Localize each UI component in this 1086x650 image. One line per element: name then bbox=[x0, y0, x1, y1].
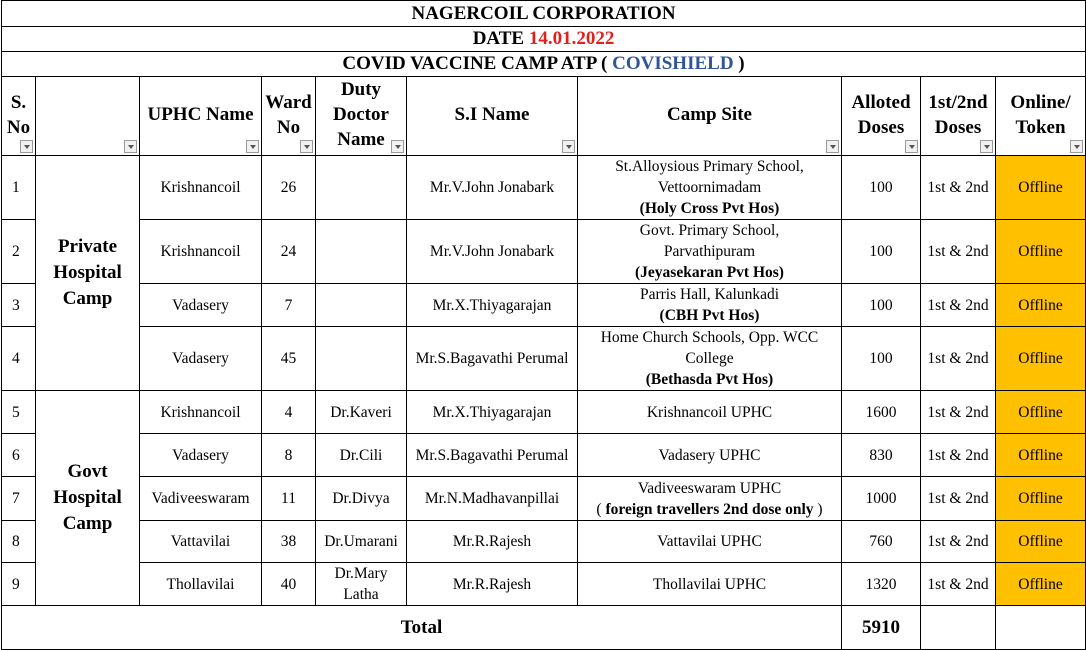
ward-cell: 24 bbox=[262, 220, 316, 284]
total-empty-cell bbox=[921, 606, 996, 650]
sno-cell: 9 bbox=[2, 563, 36, 606]
mode-cell: Offline bbox=[996, 477, 1086, 521]
corporation-title: NAGERCOIL CORPORATION bbox=[2, 1, 1086, 27]
header-mode: Online/ Token bbox=[996, 77, 1086, 156]
site-cell: Vadasery UPHC bbox=[578, 434, 842, 477]
header-si: S.I Name bbox=[407, 77, 578, 156]
uphc-cell: Krishnancoil bbox=[140, 156, 262, 220]
filter-dropdown-icon[interactable] bbox=[905, 140, 918, 153]
mode-cell: Offline bbox=[996, 284, 1086, 327]
dose-type-cell: 1st & 2nd bbox=[921, 156, 996, 220]
group-govt: Govt Hospital Camp bbox=[36, 391, 140, 606]
group-private: Private Hospital Camp bbox=[36, 156, 140, 391]
mode-cell: Offline bbox=[996, 391, 1086, 434]
sno-cell: 4 bbox=[2, 327, 36, 391]
dose-type-cell: 1st & 2nd bbox=[921, 521, 996, 563]
table-row bbox=[2, 156, 1086, 220]
doctor-cell: Dr.Kaveri bbox=[316, 391, 407, 434]
total-label: Total bbox=[2, 606, 842, 650]
ward-cell: 7 bbox=[262, 284, 316, 327]
ward-cell: 38 bbox=[262, 521, 316, 563]
ward-cell: 26 bbox=[262, 156, 316, 220]
uphc-cell: Krishnancoil bbox=[140, 220, 262, 284]
header-uphc: UPHC Name bbox=[140, 77, 262, 156]
site-line: College bbox=[685, 350, 734, 367]
filter-dropdown-icon[interactable] bbox=[980, 140, 993, 153]
dose-type-cell: 1st & 2nd bbox=[921, 391, 996, 434]
site-hospital: (CBH Pvt Hos) bbox=[659, 307, 760, 324]
table-row bbox=[2, 284, 1086, 327]
doctor-cell bbox=[316, 327, 407, 391]
camp-title bbox=[2, 52, 1086, 77]
uphc-cell: Vadasery bbox=[140, 434, 262, 477]
si-cell: Mr.X.Thiyagarajan bbox=[407, 391, 578, 434]
header-ward: Ward No bbox=[262, 77, 316, 156]
doses-cell: 1000 bbox=[842, 477, 921, 521]
mode-cell: Offline bbox=[996, 156, 1086, 220]
site-line: Parvathipuram bbox=[663, 243, 756, 260]
site-cell bbox=[578, 156, 842, 220]
ward-cell: 40 bbox=[262, 563, 316, 606]
doses-cell: 1600 bbox=[842, 391, 921, 434]
filter-dropdown-icon[interactable] bbox=[1070, 140, 1083, 153]
site-note-bold: foreign travellers 2nd dose only bbox=[605, 500, 814, 518]
si-cell: Mr.N.Madhavanpillai bbox=[407, 477, 578, 521]
site-line: Govt. Primary School, bbox=[639, 222, 780, 239]
header-doses: Alloted Doses bbox=[842, 77, 921, 156]
doses-cell: 100 bbox=[842, 327, 921, 391]
filter-dropdown-icon[interactable] bbox=[246, 140, 259, 153]
ward-cell: 11 bbox=[262, 477, 316, 521]
site-line: St.Alloysious Primary School, bbox=[615, 158, 804, 175]
mode-cell: Offline bbox=[996, 434, 1086, 477]
site-line: Vettoornimadam bbox=[657, 179, 762, 196]
header-dose-type: 1st/2nd Doses bbox=[921, 77, 996, 156]
uphc-cell: Krishnancoil bbox=[140, 391, 262, 434]
sno-cell: 8 bbox=[2, 521, 36, 563]
doctor-cell bbox=[316, 220, 407, 284]
table-row bbox=[2, 434, 1086, 477]
table-row bbox=[2, 521, 1086, 563]
site-line: Vadiveeswaram UPHC bbox=[637, 479, 782, 497]
ward-cell: 4 bbox=[262, 391, 316, 434]
site-cell bbox=[578, 327, 842, 391]
ward-cell: 8 bbox=[262, 434, 316, 477]
mode-cell: Offline bbox=[996, 521, 1086, 563]
site-cell bbox=[578, 220, 842, 284]
mode-cell: Offline bbox=[996, 563, 1086, 606]
vaccine-camp-table bbox=[1, 0, 1086, 650]
site-note: ( foreign travellers 2nd dose only ) bbox=[596, 500, 823, 518]
site-cell: Krishnancoil UPHC bbox=[578, 391, 842, 434]
sno-cell: 3 bbox=[2, 284, 36, 327]
header-doctor: Duty Doctor Name bbox=[316, 77, 407, 156]
si-cell: Mr.V.John Jonabark bbox=[407, 220, 578, 284]
doses-cell: 100 bbox=[842, 220, 921, 284]
doctor-cell: Dr.Mary Latha bbox=[316, 563, 407, 606]
uphc-cell: Vattavilai bbox=[140, 521, 262, 563]
site-cell bbox=[578, 477, 842, 521]
dose-type-cell: 1st & 2nd bbox=[921, 220, 996, 284]
table-row bbox=[2, 220, 1086, 284]
uphc-cell: Vadasery bbox=[140, 284, 262, 327]
sno-cell: 6 bbox=[2, 434, 36, 477]
sno-cell: 2 bbox=[2, 220, 36, 284]
sno-cell: 5 bbox=[2, 391, 36, 434]
site-hospital: (Holy Cross Pvt Hos) bbox=[639, 200, 780, 217]
doctor-cell: Dr.Umarani bbox=[316, 521, 407, 563]
filter-dropdown-icon[interactable] bbox=[391, 140, 404, 153]
table-row bbox=[2, 563, 1086, 606]
site-cell: Vattavilai UPHC bbox=[578, 521, 842, 563]
camp-title-prefix: COVID VACCINE CAMP ATP ( bbox=[342, 53, 608, 74]
total-row bbox=[2, 606, 1086, 650]
site-cell: Thollavilai UPHC bbox=[578, 563, 842, 606]
date-value: 14.01.2022 bbox=[528, 28, 615, 49]
filter-dropdown-icon[interactable] bbox=[826, 140, 839, 153]
dose-type-cell: 1st & 2nd bbox=[921, 434, 996, 477]
si-cell: Mr.R.Rajesh bbox=[407, 563, 578, 606]
table-row bbox=[2, 477, 1086, 521]
si-cell: Mr.S.Bagavathi Perumal bbox=[407, 434, 578, 477]
header-group bbox=[36, 77, 140, 156]
uphc-cell: Vadiveeswaram bbox=[140, 477, 262, 521]
doses-cell: 1320 bbox=[842, 563, 921, 606]
doses-cell: 760 bbox=[842, 521, 921, 563]
site-hospital: (Bethasda Pvt Hos) bbox=[645, 371, 774, 388]
date-line bbox=[2, 27, 1086, 52]
doctor-cell: Dr.Divya bbox=[316, 477, 407, 521]
si-cell: Mr.V.John Jonabark bbox=[407, 156, 578, 220]
date-label: DATE bbox=[472, 28, 525, 49]
table-row bbox=[2, 391, 1086, 434]
total-empty-cell bbox=[996, 606, 1086, 650]
header-row bbox=[2, 77, 1086, 156]
si-cell: Mr.S.Bagavathi Perumal bbox=[407, 327, 578, 391]
site-line: Home Church Schools, Opp. WCC bbox=[600, 329, 819, 346]
filter-dropdown-icon[interactable] bbox=[300, 140, 313, 153]
sno-cell: 7 bbox=[2, 477, 36, 521]
header-sno: S. No bbox=[2, 77, 36, 156]
header-site: Camp Site bbox=[578, 77, 842, 156]
si-cell: Mr.X.Thiyagarajan bbox=[407, 284, 578, 327]
camp-title-suffix: ) bbox=[738, 53, 745, 74]
doses-cell: 830 bbox=[842, 434, 921, 477]
mode-cell: Offline bbox=[996, 327, 1086, 391]
doses-cell: 100 bbox=[842, 284, 921, 327]
dose-type-cell: 1st & 2nd bbox=[921, 563, 996, 606]
doctor-cell: Dr.Cili bbox=[316, 434, 407, 477]
dose-type-cell: 1st & 2nd bbox=[921, 477, 996, 521]
mode-cell: Offline bbox=[996, 220, 1086, 284]
table-row bbox=[2, 327, 1086, 391]
site-line: Parris Hall, Kalunkadi bbox=[639, 286, 780, 303]
sno-cell: 1 bbox=[2, 156, 36, 220]
doctor-cell bbox=[316, 156, 407, 220]
dose-type-cell: 1st & 2nd bbox=[921, 327, 996, 391]
doses-cell: 100 bbox=[842, 156, 921, 220]
ward-cell: 45 bbox=[262, 327, 316, 391]
si-cell: Mr.R.Rajesh bbox=[407, 521, 578, 563]
filter-dropdown-icon[interactable] bbox=[562, 140, 575, 153]
site-hospital: (Jeyasekaran Pvt Hos) bbox=[635, 264, 784, 281]
uphc-cell: Thollavilai bbox=[140, 563, 262, 606]
total-value: 5910 bbox=[842, 606, 921, 650]
filter-dropdown-icon[interactable] bbox=[124, 140, 137, 153]
vaccine-name: COVISHIELD bbox=[612, 53, 734, 74]
dose-type-cell: 1st & 2nd bbox=[921, 284, 996, 327]
uphc-cell: Vadasery bbox=[140, 327, 262, 391]
doctor-cell bbox=[316, 284, 407, 327]
filter-dropdown-icon[interactable] bbox=[20, 140, 33, 153]
site-cell bbox=[578, 284, 842, 327]
